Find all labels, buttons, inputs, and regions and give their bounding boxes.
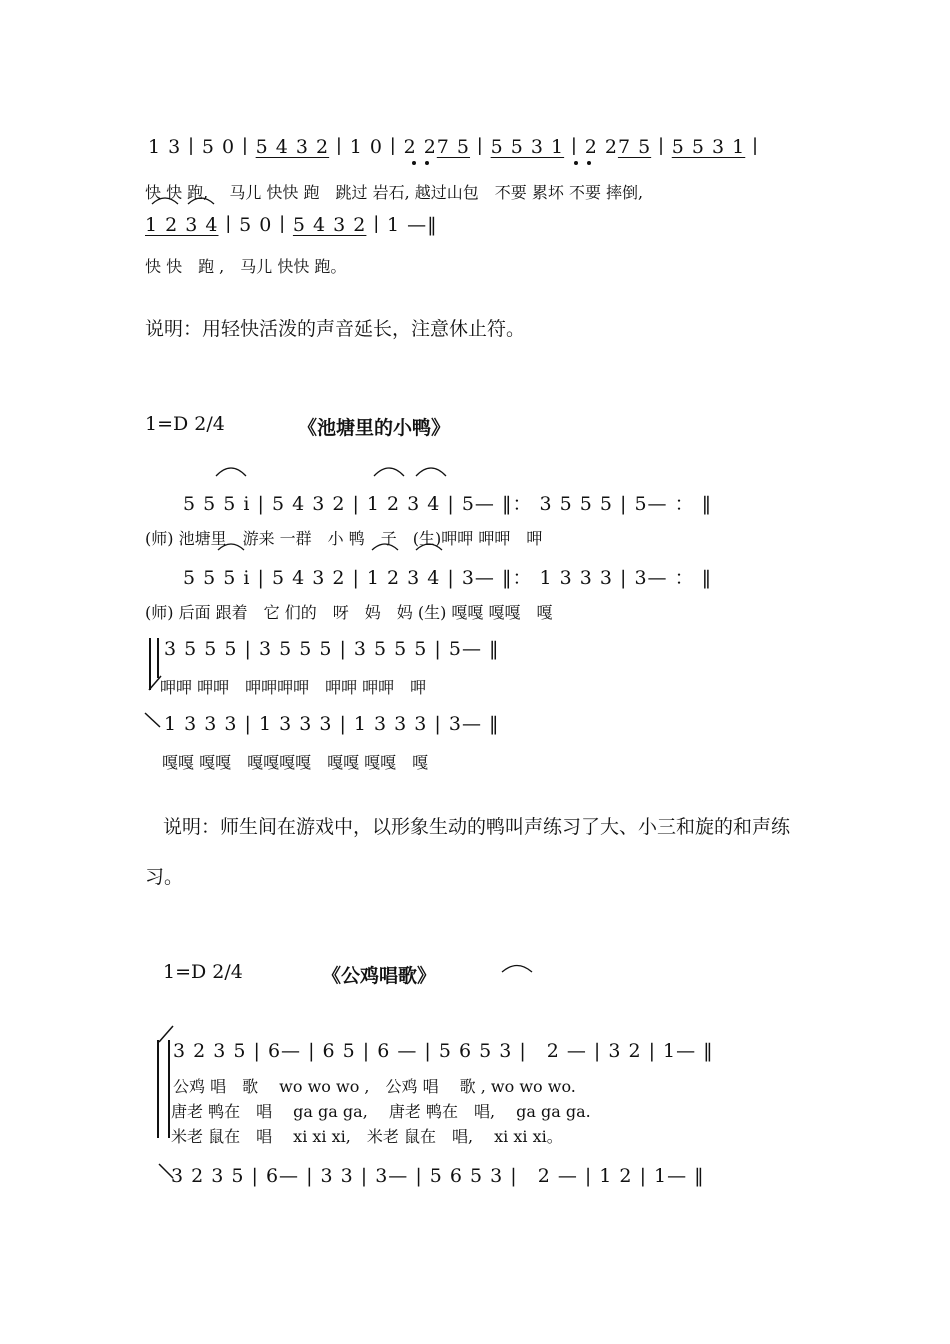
note-group: 5 5 3 1	[490, 136, 565, 158]
song1-explanation: 说明：用轻快活泼的声音延长，注意休止符。	[145, 318, 526, 340]
song3-notes-line2: 3 2 3 5 | 6— | 3 3 | 3— | 5 6 5 3 | 2 — | 1 2 | 1— ‖	[171, 1165, 705, 1187]
song3-notes-line1: 3 2 3 5 | 6— | 6 5 | 6 — | 5 6 5 3 | 2 — | 3 2 | 1— ‖	[173, 1040, 714, 1062]
final-barline: ‖	[427, 214, 438, 236]
song2-notes-line2: 5 5 5 i | 5 4 3 2 | 1 2 3 4 | 3— ‖： 1 3 3 3 | 3— ： ‖	[183, 567, 713, 589]
note-group: 1 2 3 4	[145, 214, 219, 236]
slur-mark	[214, 464, 248, 478]
note-group-low-octave: 7 5	[617, 136, 652, 158]
note-group: 1 3	[148, 136, 182, 158]
song2-lyrics-line4: 嘎嘎 嘎嘎 嘎嘎嘎嘎 嘎嘎 嘎嘎 嘎	[162, 753, 429, 772]
song1-lyrics-line1: 快 快 跑, 马儿 快快 跑 跳过 岩石, 越过山包 不要 累坏 不要 摔倒,	[145, 183, 644, 202]
song2-lyrics-line2: (师) 后面 跟着 它 们的 呀 妈 妈 (生) 嘎嘎 嘎嘎 嘎	[145, 603, 553, 622]
low-octave-dot	[574, 161, 578, 165]
song3-lyrics-verse3: 米老 鼠在 唱 xi xi xi, 米老 鼠在 唱, xi xi xi。	[171, 1127, 563, 1146]
tie-mark	[216, 540, 246, 552]
song2-notes-line1: 5 5 5 i | 5 4 3 2 | 1 2 3 4 | 5— ‖： 3 5 5 5 | 5— ： ‖	[183, 493, 713, 515]
low-octave-dot	[425, 161, 429, 165]
note-group: 5 4 3 2	[255, 136, 330, 158]
song3-title: 《公鸡唱歌》	[322, 965, 437, 987]
slur-mark	[500, 962, 534, 974]
note-group: 5 4 3 2	[292, 214, 367, 236]
note-group-low-octave: 7 5	[436, 136, 471, 158]
bracket-stroke	[143, 711, 163, 731]
low-octave-dot	[412, 161, 416, 165]
song2-notes-line4: 1 3 3 3 | 1 3 3 3 | 1 3 3 3 | 3— ‖	[164, 713, 500, 735]
tie-mark	[414, 540, 444, 552]
note-group: 5 5 3 1	[671, 136, 746, 158]
note-group: 5 0	[239, 214, 273, 236]
song3-lyrics-verse2: 唐老 鸭在 唱 ga ga ga, 唐老 鸭在 唱, ga ga ga.	[171, 1102, 591, 1121]
song3-lyrics-verse1: 公鸡 唱 歌 wo wo wo , 公鸡 唱 歌 , wo wo wo.	[173, 1077, 576, 1096]
staff-bracket	[157, 1040, 159, 1138]
note-group: 1 —	[387, 214, 428, 236]
slur-mark	[150, 194, 180, 206]
tie-mark	[370, 540, 400, 552]
note-group: 2 2	[584, 136, 618, 158]
song1-notes-line2: 1 2 3 4 ∣ 5 0 ∣ 5 4 3 2 ∣ 1 —‖	[145, 214, 438, 236]
song1-notes-line1: 1 3 ∣ 5 0 ∣ 5 4 3 2 ∣ 1 0 ∣ 2 27 5 ∣ 5 5 3 1 ∣ 2 27 5 ∣ 5 5 3 1 ∣	[148, 136, 759, 158]
slur-mark	[186, 194, 216, 206]
note-group: 1 0	[349, 136, 383, 158]
song2-explanation-line1: 说明：师生间在游戏中，以形象生动的鸭叫声练习了大、小三和旋的和声练	[163, 816, 791, 838]
note-group: 2 2	[403, 136, 437, 158]
song1-lyrics-line2: 快 快 跑 , 马儿 快快 跑。	[145, 257, 347, 276]
song2-notes-line3: 3 5 5 5 | 3 5 5 5 | 3 5 5 5 | 5— ‖	[164, 638, 500, 660]
song2-lyrics-line3: 呷呷 呷呷 呷呷呷呷 呷呷 呷呷 呷	[160, 678, 427, 697]
song2-explanation-line2: 习。	[145, 866, 184, 888]
song3-key-signature: 1=D 2/4	[163, 961, 243, 983]
slur-mark	[372, 464, 406, 478]
low-octave-dot	[587, 161, 591, 165]
song2-lyrics-line1: (师) 池塘里 游来 一群 小 鸭 子 (生)呷呷 呷呷 呷	[145, 529, 543, 548]
song2-title: 《池塘里的小鸭》	[298, 417, 451, 439]
slur-mark	[414, 464, 448, 478]
staff-bracket	[168, 1040, 170, 1138]
song2-key-signature: 1=D 2/4	[145, 413, 225, 435]
note-group: 5 0	[201, 136, 236, 158]
